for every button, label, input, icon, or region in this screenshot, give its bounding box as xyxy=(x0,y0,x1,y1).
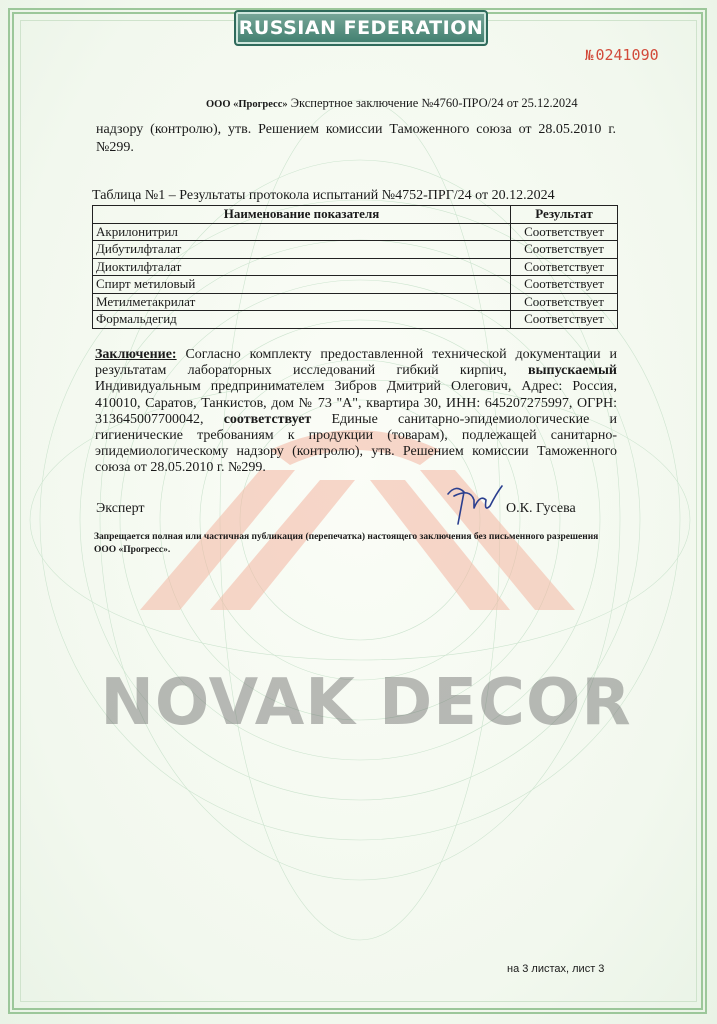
table-row xyxy=(93,223,618,241)
indicator-result: Соответствует xyxy=(511,293,618,311)
document-number: №4760-ПРО/24 от 25.12.2024 xyxy=(421,96,578,110)
column-header-result: Результат xyxy=(511,206,618,224)
indicator-name: Метилметакрилат xyxy=(93,293,511,311)
indicator-name: Спирт метиловый xyxy=(93,276,511,294)
conclusion-text-part3: Единые санитарно-эпидемиологические и гигиенические требованиям к продукции (товарам), подлежащей санитарно-эпидемиологическому надзору (контролю), утв. Решением комиссии Таможенного союза от 28.05.2010 г. №299. xyxy=(95,411,617,476)
conclusion-text-part1: Согласно комплекту предоставленной технической документации и результатам лабораторных исследований гибкий кирпич, xyxy=(95,347,617,379)
sheet-counter: на 3 листах, лист 3 xyxy=(507,963,605,975)
results-table xyxy=(92,205,618,329)
table-caption: Таблица №1 – Результаты протокола испытаний №4752-ПРГ/24 от 20.12.2024 xyxy=(92,188,555,203)
expert-label: Эксперт xyxy=(96,501,145,516)
table-row xyxy=(93,258,618,276)
conclusion-bold-complies: соответствует xyxy=(223,411,312,427)
conclusion-paragraph xyxy=(95,347,617,477)
table-row xyxy=(93,311,618,329)
indicator-name: Акрилонитрил xyxy=(93,223,511,241)
country-banner xyxy=(234,10,488,46)
indicator-result: Соответствует xyxy=(511,311,618,329)
column-header-indicator: Наименование показателя xyxy=(93,206,511,224)
brand-watermark-text: NOVAK DECOR xyxy=(100,666,632,740)
table-header-row xyxy=(93,206,618,224)
conclusion-text-part2: Индивидуальным предпринимателем Зибров Дмитрий Олегович, Адрес: Россия, 410010, Саратов, Танкистов, дом № 73 "А", квартира 30, ИНН: 645207275997, ОГРН: 313645007700042, xyxy=(95,379,617,427)
intro-paragraph: надзору (контролю), утв. Решением комиссии Таможенного союза от 28.05.2010 г. №299. xyxy=(96,122,616,155)
serial-prefix: № xyxy=(585,48,594,64)
conclusion-label: Заключение: xyxy=(95,347,177,362)
document-header xyxy=(206,96,578,111)
serial-number xyxy=(585,46,659,64)
table-row xyxy=(93,241,618,259)
indicator-result: Соответствует xyxy=(511,223,618,241)
expert-signature xyxy=(440,478,510,530)
banner-title: RUSSIAN FEDERATION xyxy=(238,17,484,39)
document-title: Экспертное заключение xyxy=(290,96,419,110)
indicator-name: Дибутилфталат xyxy=(93,241,511,259)
table-row xyxy=(93,276,618,294)
indicator-result: Соответствует xyxy=(511,241,618,259)
serial-value: 0241090 xyxy=(595,46,659,64)
indicator-name: Диоктилфталат xyxy=(93,258,511,276)
indicator-result: Соответствует xyxy=(511,258,618,276)
indicator-name: Формальдегид xyxy=(93,311,511,329)
organization-name: ООО «Прогресс» xyxy=(206,99,288,110)
table-row xyxy=(93,293,618,311)
conclusion-bold-manufactured: выпускаемый xyxy=(528,363,617,379)
publication-notice: Запрещается полная или частичная публикация (перепечатка) настоящего заключения без письменного разрешения ООО «Прогресс». xyxy=(94,532,599,555)
indicator-result: Соответствует xyxy=(511,276,618,294)
expert-name: О.К. Гусева xyxy=(506,501,576,516)
